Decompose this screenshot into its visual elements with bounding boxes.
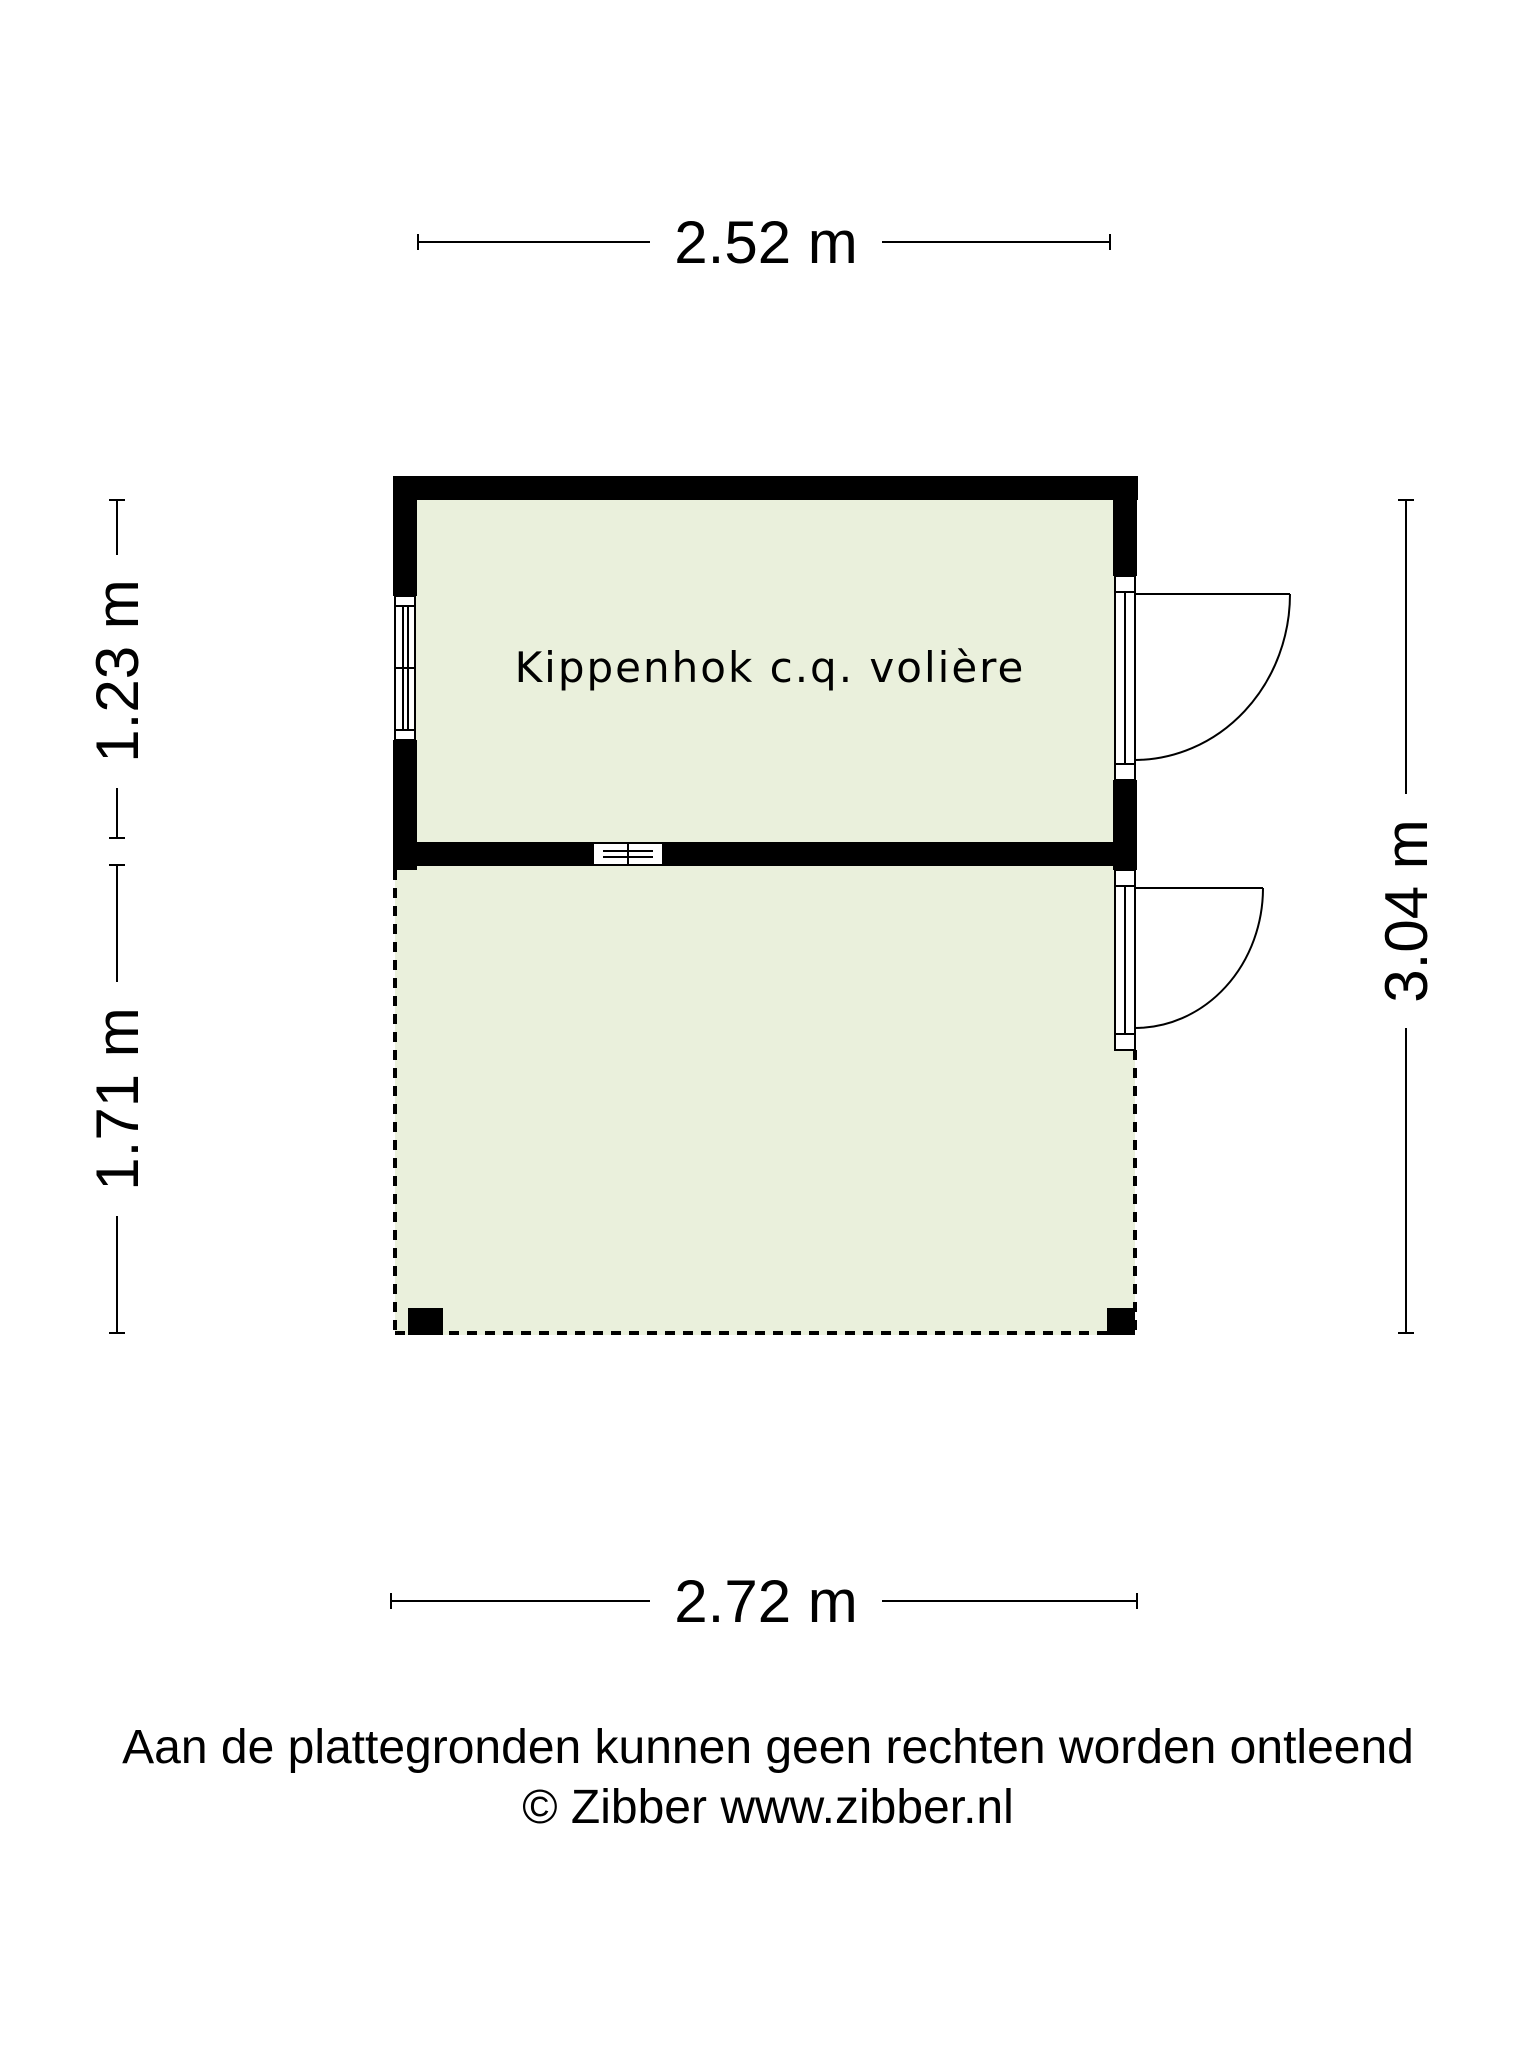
dimension-right-total-height: 3.04 m [1373, 819, 1440, 1003]
room-label-coop: Kippenhok c.q. volière [514, 643, 1026, 692]
dimension-top-width: 2.52 m [674, 209, 858, 276]
aviary-run-floor [395, 865, 1135, 1335]
disclaimer-text: Aan de plattegronden kunnen geen rechten worden ontleend [122, 1721, 1414, 1774]
dimension-bottom-width: 2.72 m [674, 1568, 858, 1635]
run-door [1115, 870, 1263, 1050]
partition-window [593, 843, 663, 865]
dimension-left-upper-height: 1.23 m [84, 579, 151, 763]
copyright-text: © Zibber www.zibber.nl [522, 1781, 1014, 1834]
left-window [395, 596, 415, 740]
dimension-left-lower-height: 1.71 m [84, 1007, 151, 1191]
coop-door [1115, 576, 1290, 780]
